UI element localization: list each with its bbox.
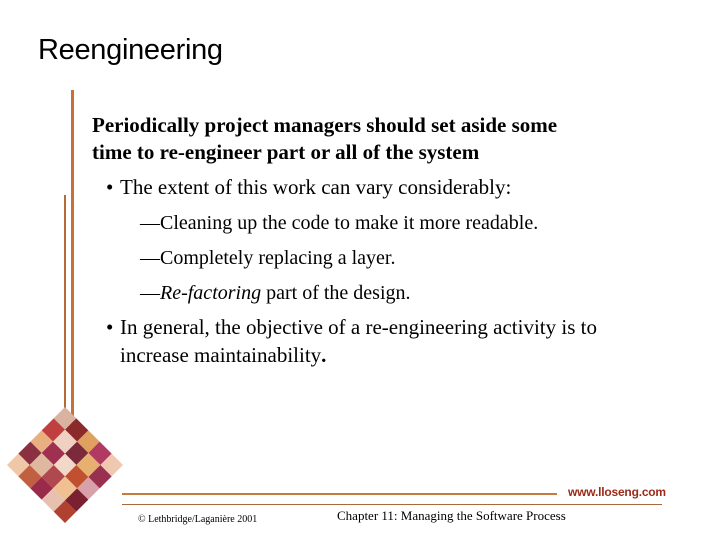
accent-vertical-line (71, 90, 74, 426)
bullet-item (92, 313, 692, 369)
sub-text: Cleaning up the code to make it more readable. (160, 212, 539, 234)
bullet-marker: • (106, 175, 114, 199)
lead-statement (92, 112, 692, 166)
bullet-text: The extent of this work can vary considerably: (120, 175, 512, 199)
bullet-item (92, 173, 692, 201)
slide-body (92, 112, 692, 369)
sub-marker: — (140, 247, 160, 269)
sub-item (140, 280, 692, 306)
footer-chapter: Chapter 11: Managing the Software Process (337, 508, 566, 523)
quilt-mosaic-logo-icon (6, 406, 124, 524)
sub-item (140, 245, 692, 271)
lead-line-1: Periodically project managers should set aside some (92, 113, 558, 137)
accent-vertical-line-secondary (64, 195, 66, 417)
slide-title: Reengineering (38, 34, 223, 66)
footer-copyright: © Lethbridge/Laganière 2001 (138, 514, 258, 525)
footer-url: www.lloseng.com (568, 485, 666, 499)
sub-text: part of the design. (261, 282, 411, 304)
sub-marker: — (140, 282, 160, 304)
footer-rule (122, 493, 557, 495)
sub-marker: — (140, 212, 160, 234)
bullet-text-end: . (321, 343, 327, 367)
sub-text: Completely replacing a layer. (160, 247, 396, 269)
lead-line-2: time to re-engineer part or all of the system (92, 140, 480, 164)
footer-rule-secondary (122, 504, 662, 505)
bullet-marker: • (106, 315, 114, 339)
bullet-text-line-2: increase maintainability (120, 343, 322, 367)
sub-item (140, 210, 692, 236)
sub-italic-term: Re-factoring (160, 282, 262, 304)
bullet-text-line-1: In general, the objective of a re-engineering activity is to (120, 315, 597, 339)
